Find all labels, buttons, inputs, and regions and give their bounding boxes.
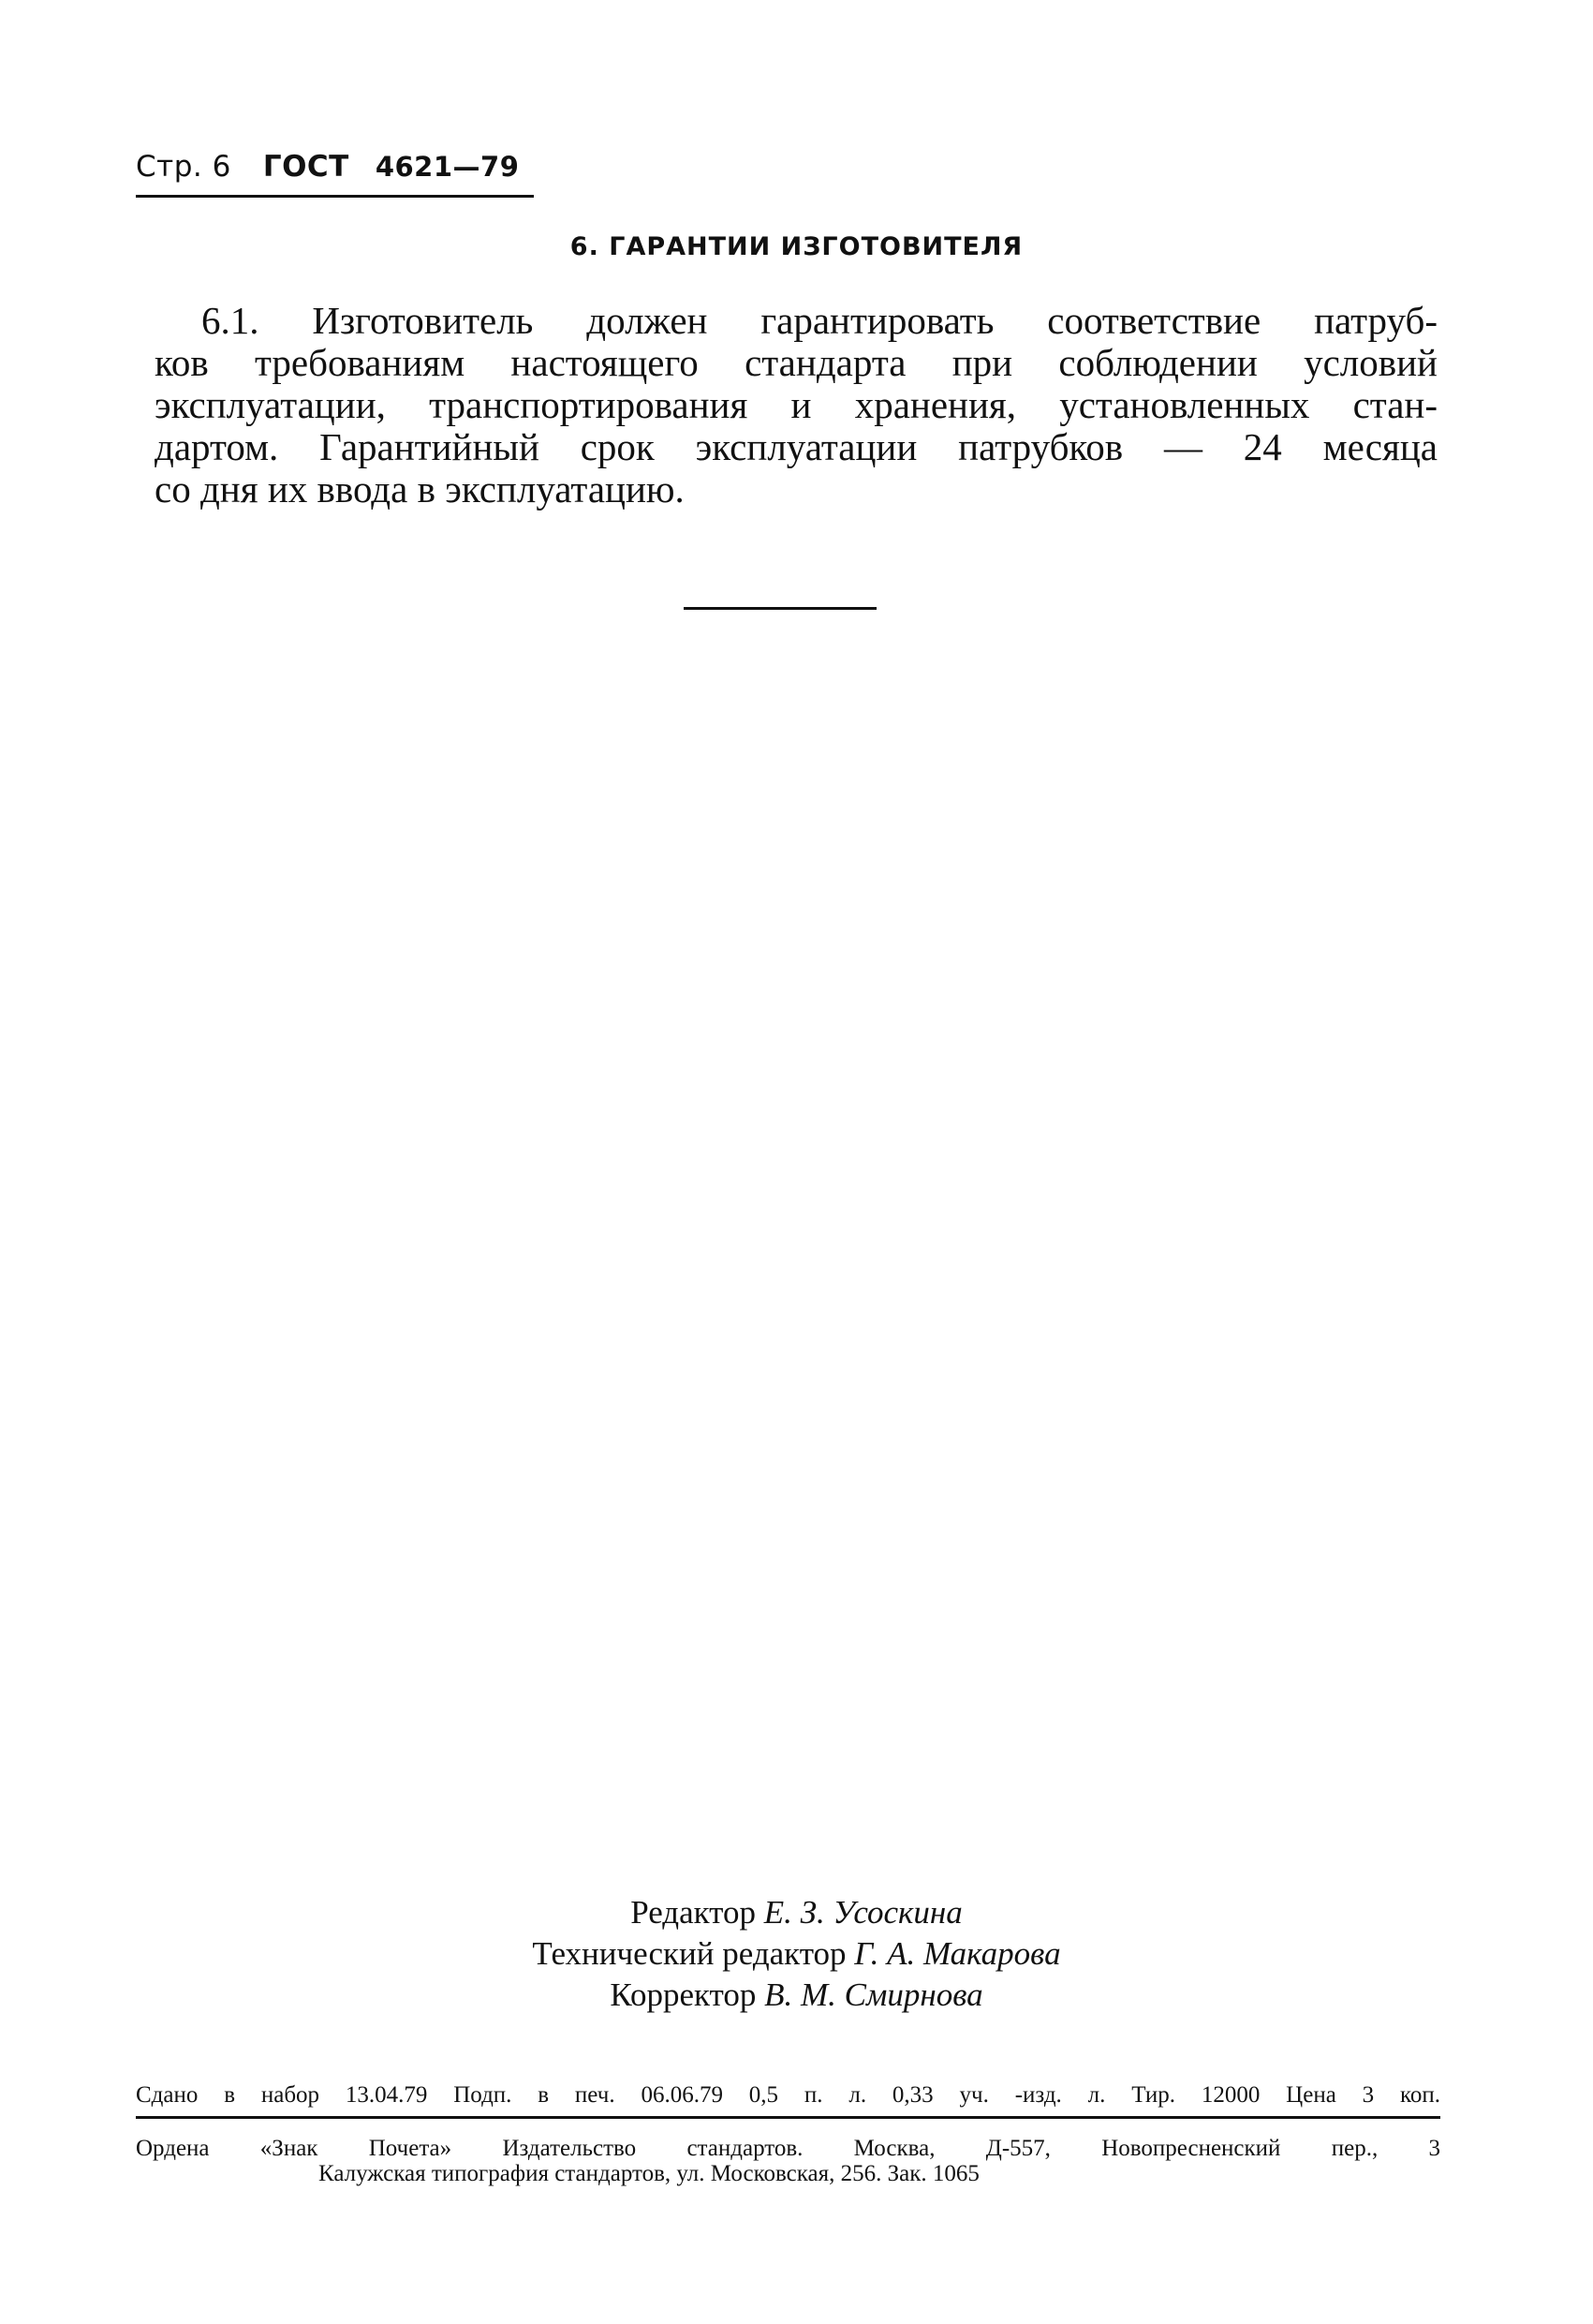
editor-role: Редактор xyxy=(630,1894,756,1931)
editor-line xyxy=(0,1892,1593,1933)
publisher-line: Ордена «Знак Почета» Издательство стандартов. Москва, Д-557, Новопресненский пер., 3 xyxy=(136,2136,1440,2161)
print-imprint: Сдано в набор 13.04.79 Подп. в печ. 06.06.79 0,5 п. л. 0,33 уч. -изд. л. Тир. 12000 Цена 3 коп. xyxy=(136,2082,1440,2119)
proofreader-role: Корректор xyxy=(610,1976,757,2013)
page-number: Стр. 6 xyxy=(136,150,231,184)
section-title: 6. ГАРАНТИИ ИЗГОТОВИТЕЛЯ xyxy=(569,232,1024,261)
publisher-info xyxy=(136,2136,1440,2186)
printer-line: Калужская типография стандартов, ул. Московская, 256. Зак. 1065 xyxy=(318,2161,980,2186)
proofreader-line xyxy=(0,1975,1593,2016)
tech-editor-role: Технический редактор xyxy=(532,1935,847,1972)
credits-block xyxy=(0,1892,1593,2016)
paragraph-line: 6.1. Изготовитель должен гарантировать соответствие патруб- xyxy=(201,299,1438,342)
paragraph-line: со дня их ввода в эксплуатацию. xyxy=(155,467,685,511)
editor-name: Е. З. Усоскина xyxy=(763,1894,963,1931)
paragraph-line: эксплуатации, транспортирования и хранения, установленных стан- xyxy=(155,383,1438,426)
section-divider xyxy=(684,607,877,610)
paragraph-line: ков требованиям настоящего стандарта при соблюдении условий xyxy=(155,341,1438,384)
section-paragraph xyxy=(155,300,1438,511)
tech-editor-name: Г. А. Макарова xyxy=(854,1935,1061,1972)
running-head xyxy=(136,150,534,198)
standard-number: 4621—79 xyxy=(375,151,520,183)
standard-label: ГОСТ xyxy=(262,150,349,184)
proofreader-name: В. М. Смирнова xyxy=(764,1976,983,2013)
tech-editor-line xyxy=(0,1933,1593,1975)
paragraph-line: дартом. Гарантийный срок эксплуатации патрубков — 24 месяца xyxy=(155,425,1438,468)
